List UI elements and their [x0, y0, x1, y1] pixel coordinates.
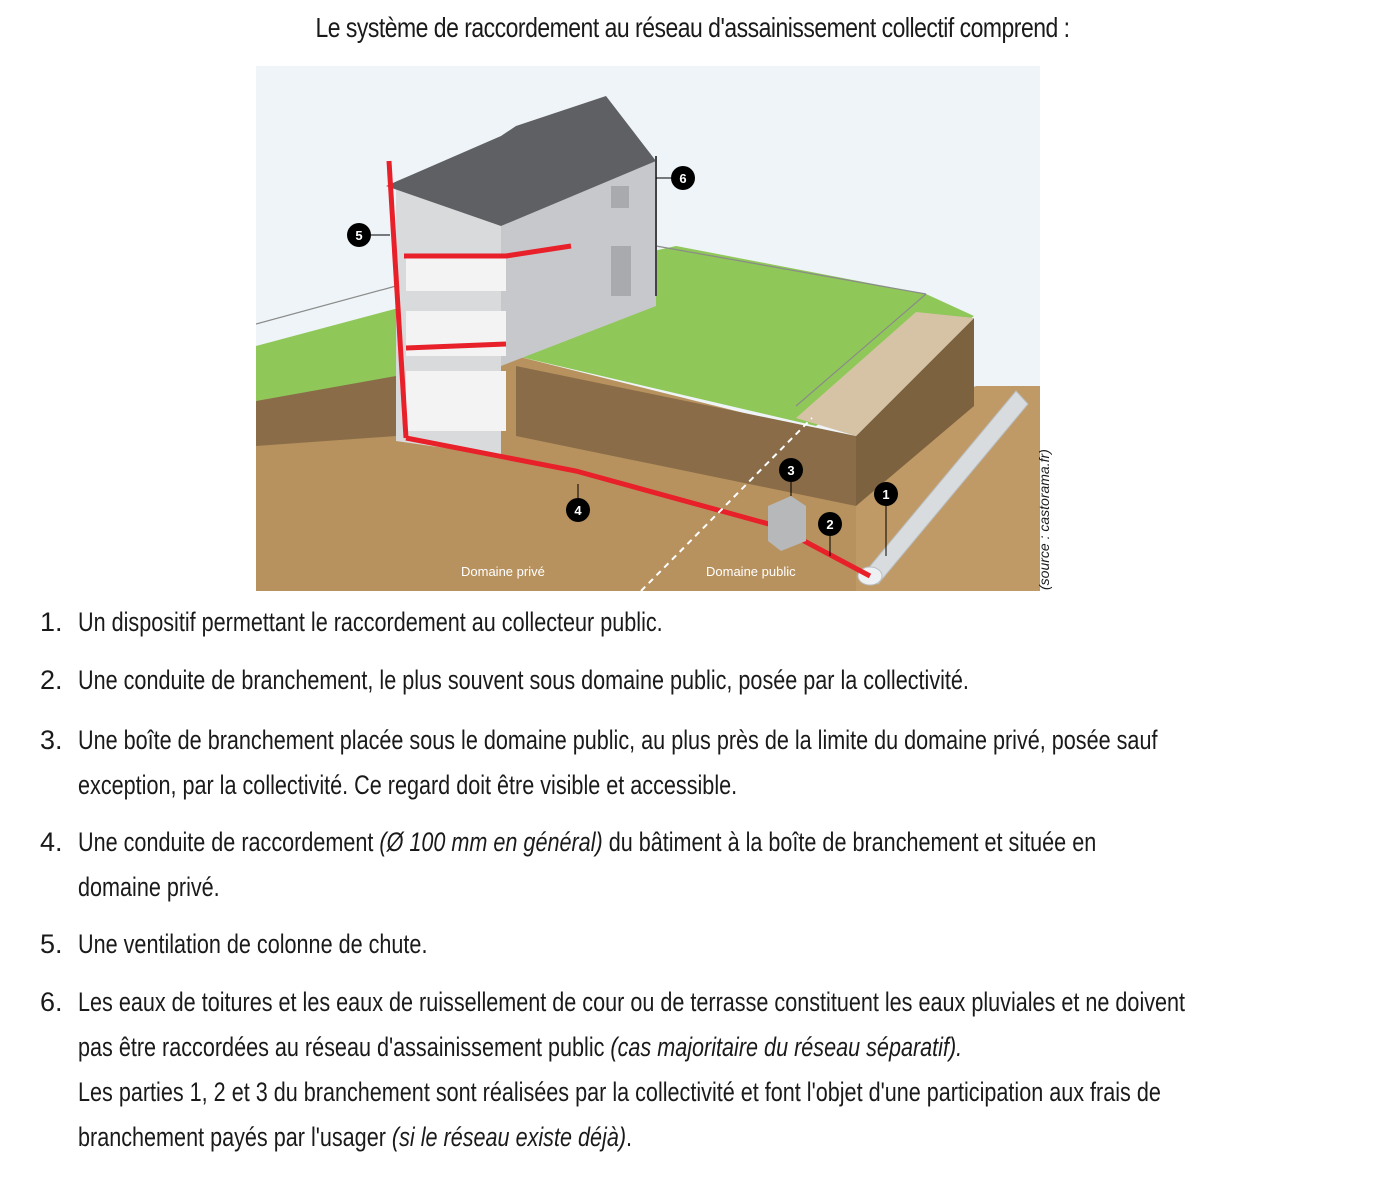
inspection-box [768, 496, 806, 551]
source-caption: (source : castorama.fr) [1036, 449, 1052, 590]
label-domaine-public: Domaine public [706, 564, 796, 579]
svg-text:5: 5 [355, 228, 363, 243]
svg-text:1: 1 [882, 487, 890, 502]
sewer-connection-diagram [256, 66, 1040, 591]
item-text: Une boîte de branchement placée sous le domaine public, au plus près de la limite du domaine privé, posée sauf [78, 725, 1158, 755]
label-domaine-prive: Domaine privé [461, 564, 545, 579]
svg-text:2: 2 [826, 517, 834, 532]
svg-text:3: 3 [787, 463, 795, 478]
svg-text:4: 4 [574, 503, 582, 518]
item-text: Un dispositif permettant le raccordement au collecteur public. [78, 607, 663, 637]
window [611, 186, 629, 208]
door [611, 246, 631, 296]
svg-text:6: 6 [679, 171, 687, 186]
item-text: exception, par la collectivité. Ce regard doit être visible et accessible. [78, 770, 738, 800]
page-title: Le système de raccordement au réseau d'assainissement collectif comprend : [315, 12, 1070, 43]
item-text: Une ventilation de colonne de chute. [78, 929, 428, 959]
item-text: Une conduite de branchement, le plus souvent sous domaine public, posée par la collectivité. [78, 665, 969, 695]
